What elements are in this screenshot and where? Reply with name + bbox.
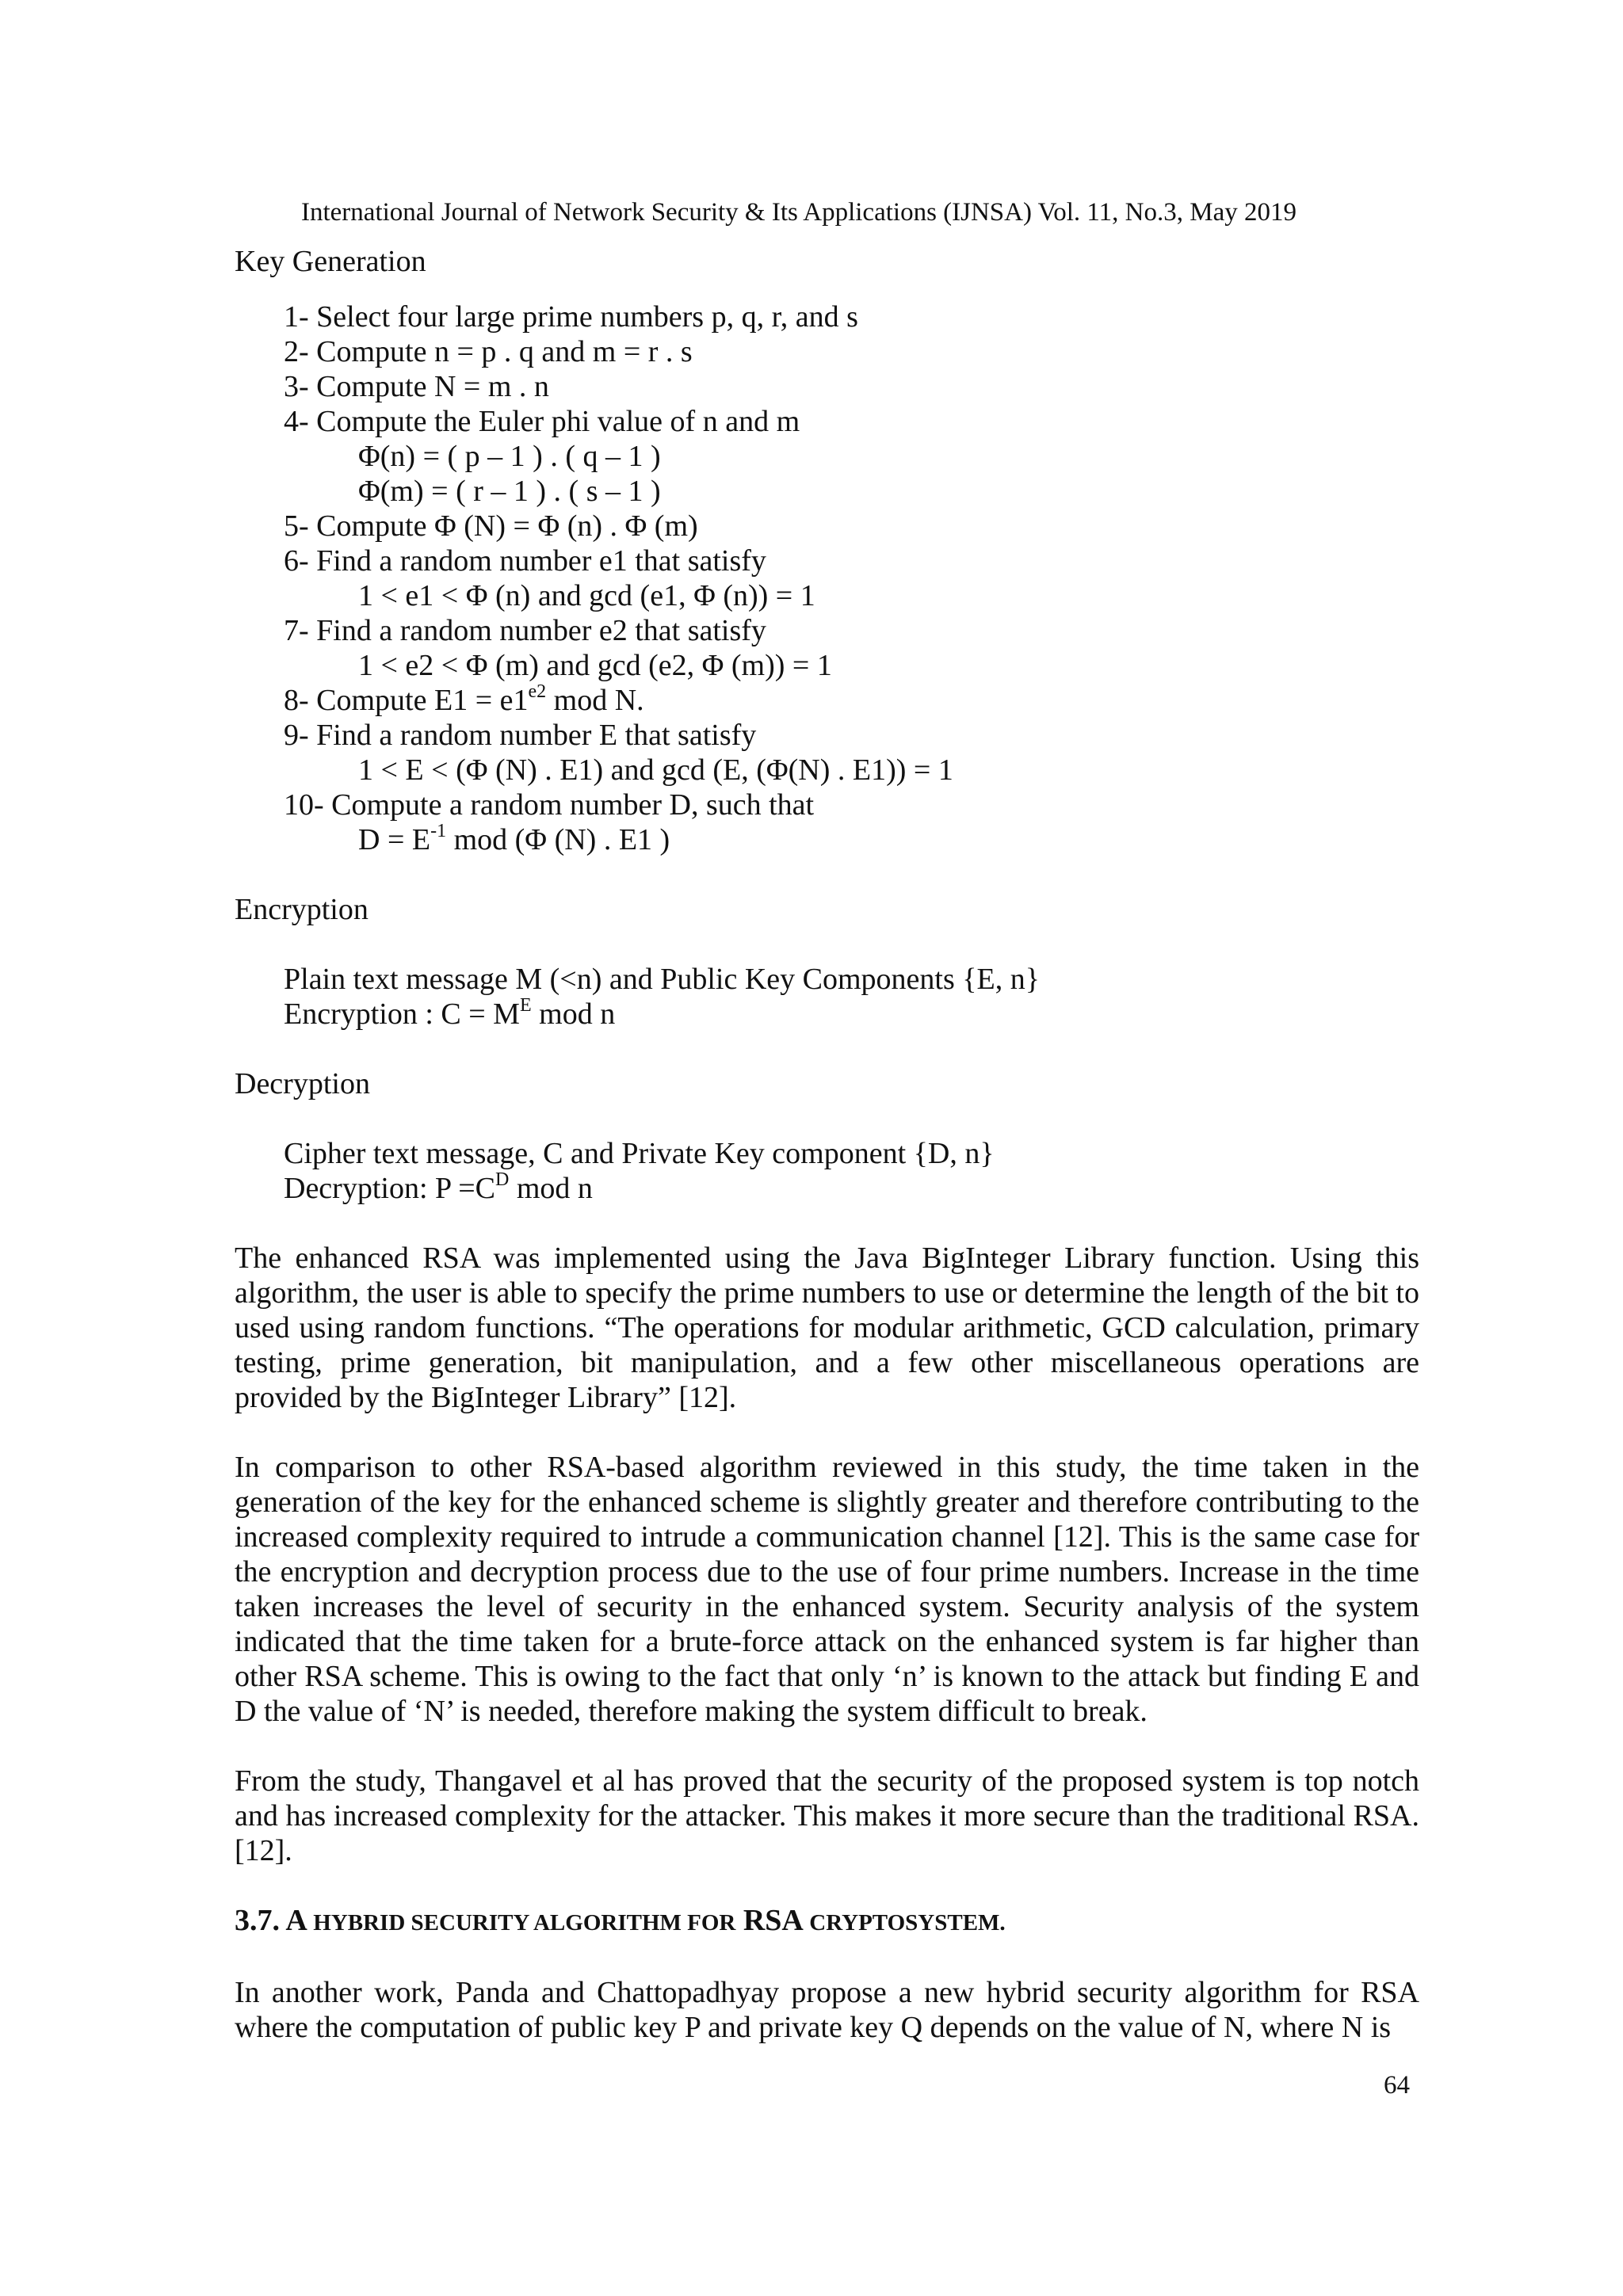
encryption-formula-suffix: mod n — [531, 997, 616, 1031]
decryption-block — [284, 1136, 1419, 1206]
step-3: 3- Compute N = m . n — [284, 370, 549, 403]
step-5: 5- Compute Φ (N) = Φ (n) . Φ (m) — [284, 509, 698, 543]
encryption-exponent: E — [519, 995, 532, 1016]
decryption-formula-text: Decryption: P =C — [284, 1172, 496, 1205]
phi-n-formula: Φ(n) = ( p – 1 ) . ( q – 1 ) — [358, 440, 661, 473]
step-1: 1- Select four large prime numbers p, q, r, and s — [284, 300, 858, 334]
running-header: International Journal of Network Security & Its Applications (IJNSA) Vol. 11, No.3, May 2019 — [301, 198, 1296, 227]
decryption-heading: Decryption — [235, 1067, 370, 1100]
encryption-formula-text: Encryption : C = M — [284, 997, 520, 1031]
step-6: 6- Find a random number e1 that satisfy — [284, 544, 766, 578]
step-10-exponent: -1 — [430, 821, 447, 841]
step-9-condition: 1 < E < (Φ (N) . E1) and gcd (E, (Φ(N) . E1)) = 1 — [358, 753, 953, 787]
step-10-suffix: mod (Φ (N) . E1 ) — [446, 823, 670, 856]
key-generation-steps — [284, 299, 1419, 857]
decryption-exponent: D — [495, 1169, 510, 1190]
page-number: 64 — [1384, 2071, 1410, 2100]
section-heading — [235, 1903, 1419, 1940]
section-title-rsa: RSA — [743, 1904, 802, 1937]
section-number: 3.7. — [235, 1904, 280, 1937]
paragraph-comparison: In comparison to other RSA-based algorithm reviewed in this study, the time taken in the generation of the key for the enhanced scheme is slightly greater and therefore contributing to the increased complexity required to intrude a communication channel [12]. This is the same case for the encryption and decryption process due to the use of four prime numbers. Increase in the time taken increases the level of security in the enhanced system. Security analysis of the system indicated that the time taken for a brute-force attack on the enhanced system is far higher than other RSA scheme. This is owing to the fact that only ‘n’ is known to the attack but finding E and D the value of ‘N’ is needed, therefore making the system difficult to break. — [235, 1451, 1419, 1728]
step-9: 9- Find a random number E that satisfy — [284, 719, 757, 752]
paragraph-hybrid: In another work, Panda and Chattopadhyay propose a new hybrid security algorithm for RSA where the computation of public key P and private key Q depends on the value of N, where N is — [235, 1976, 1419, 2044]
step-8-exponent: e2 — [528, 681, 547, 702]
paragraph-conclusion: From the study, Thangavel et al has proved that the security of the proposed system is top notch and has increased complexity for the attacker. This makes it more secure than the traditional RSA. [12]. — [235, 1764, 1419, 1867]
step-8-suffix: mod N. — [546, 684, 644, 717]
step-6-condition: 1 < e1 < Φ (n) and gcd (e1, Φ (n)) = 1 — [358, 579, 815, 612]
step-2: 2- Compute n = p . q and m = r . s — [284, 335, 693, 368]
step-10-formula — [284, 822, 1419, 857]
phi-m-formula: Φ(m) = ( r – 1 ) . ( s – 1 ) — [358, 475, 661, 508]
section-title-end: CRYPTOSYSTEM. — [809, 1910, 1006, 1936]
step-7: 7- Find a random number e2 that satisfy — [284, 614, 766, 647]
section-title-initial: A — [285, 1904, 306, 1937]
step-4: 4- Compute the Euler phi value of n and m — [284, 405, 800, 438]
decryption-formula-suffix: mod n — [509, 1172, 593, 1205]
paragraph-biginteger: The enhanced RSA was implemented using the Java BigInteger Library function. Using this algorithm, the user is able to specify the prime numbers to use or determine the length of the bit to used using random functions. “The operations for modular arithmetic, GCD calculation, primary testing, prime generation, bit manipulation, and a few other miscellaneous operations are provided by the BigInteger Library” [12]. — [235, 1241, 1419, 1414]
encryption-heading: Encryption — [235, 893, 369, 926]
step-10: 10- Compute a random number D, such that — [284, 788, 815, 822]
decryption-formula — [284, 1171, 1419, 1206]
step-8 — [284, 683, 1419, 718]
step-7-condition: 1 < e2 < Φ (m) and gcd (e2, Φ (m)) = 1 — [358, 649, 832, 682]
encryption-block — [284, 962, 1419, 1032]
step-10-text: D = E — [358, 823, 431, 856]
key-generation-heading: Key Generation — [235, 245, 426, 278]
step-8-text: 8- Compute E1 = e1 — [284, 684, 529, 717]
encryption-formula — [284, 997, 1419, 1032]
decryption-input: Cipher text message, C and Private Key component {D, n} — [284, 1137, 995, 1170]
section-title-middle: HYBRID SECURITY ALGORITHM FOR — [313, 1910, 736, 1936]
encryption-input: Plain text message M (<n) and Public Key Components {E, n} — [284, 963, 1040, 996]
page-content — [235, 244, 1419, 2045]
